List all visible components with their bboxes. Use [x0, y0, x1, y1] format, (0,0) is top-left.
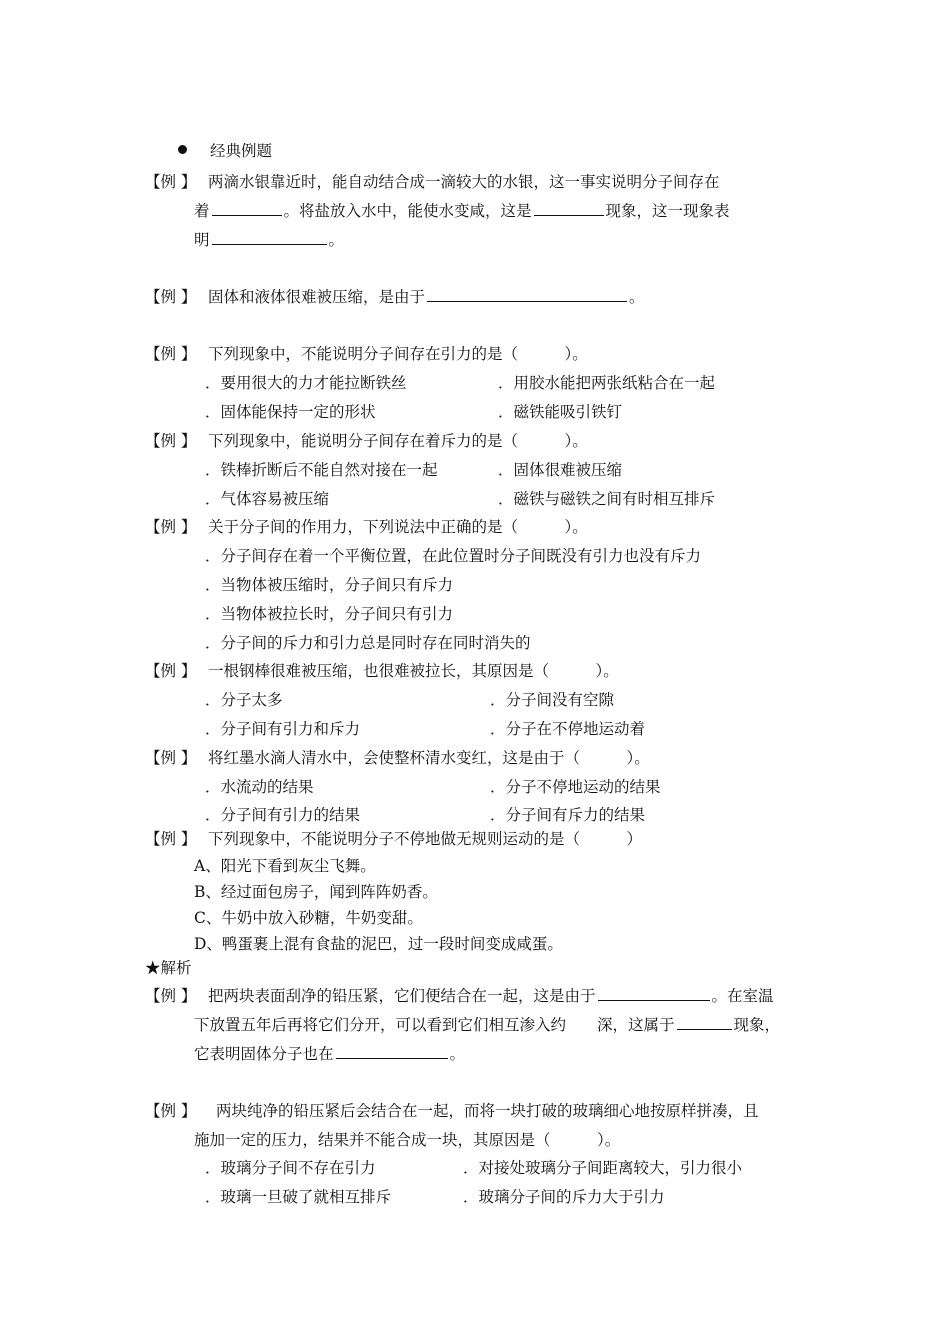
q1-line1: 两滴水银靠近时，能自动结合成一滴较大的水银，这一事实说明分子间存在 — [208, 173, 720, 191]
example-tag: 【例 】 — [145, 1102, 197, 1120]
q6-option-c[interactable]: ．分子间有引力和斥力 — [205, 720, 361, 738]
example-tag: 【例 】 — [145, 987, 197, 1005]
q7-option-b[interactable]: ．分子不停地运动的结果 — [490, 778, 661, 796]
answer-blank[interactable] — [677, 1014, 732, 1030]
q4-option-b[interactable]: ．固体很难被压缩 — [498, 461, 623, 479]
section-heading: 经典例题 — [210, 142, 273, 160]
q8-option-b[interactable]: B、经过面包房子，闻到阵阵奶香。 — [194, 883, 438, 901]
answer-blank[interactable] — [336, 1043, 448, 1059]
analysis-heading: ★解析 — [145, 959, 192, 977]
example-tag: 【例 】 — [145, 345, 197, 363]
q6-option-d[interactable]: ．分子在不停地运动着 — [490, 720, 646, 738]
q8-option-c[interactable]: C、牛奶中放入砂糖，牛奶变甜。 — [194, 909, 423, 927]
answer-blank[interactable] — [427, 286, 627, 302]
q6-option-b[interactable]: ．分子间没有空隙 — [490, 691, 615, 709]
q7-option-c[interactable]: ．分子间有引力的结果 — [205, 806, 361, 824]
q4-option-c[interactable]: ．气体容易被压缩 — [205, 490, 330, 508]
q1-line3: 明 。 — [194, 231, 345, 249]
answer-blank[interactable] — [598, 985, 710, 1001]
example-tag: 【例 】 — [145, 173, 197, 191]
q8-stem: 下列现象中，不能说明分子不停地做无规则运动的是（ ） — [208, 830, 643, 848]
q7-stem: 将红墨水滴人清水中，会使整杯清水变红，这是由于（ ）。 — [208, 749, 650, 767]
q5-stem: 关于分子间的作用力，下列说法中正确的是（ ）。 — [208, 518, 588, 536]
q5-option-c[interactable]: ．当物体被拉长时，分子间只有引力 — [205, 605, 454, 623]
q4-option-a[interactable]: ．铁棒折断后不能自然对接在一起 — [205, 461, 438, 479]
example-tag: 【例 】 — [145, 432, 197, 450]
q10-line1: 两块纯净的铅压紧后会结合在一起，而将一块打破的玻璃细心地按原样拼凑，且 — [216, 1102, 759, 1120]
q8-option-d[interactable]: D、鸭蛋裹上混有食盐的泥巴，过一段时间变成咸蛋。 — [194, 935, 563, 953]
q3-option-b[interactable]: ．用胶水能把两张纸粘合在一起 — [498, 374, 716, 392]
q3-stem: 下列现象中，不能说明分子间存在引力的是（ ）。 — [208, 345, 588, 363]
q5-option-a[interactable]: ．分子间存在着一个平衡位置，在此位置时分子间既没有引力也没有斥力 — [205, 547, 702, 565]
q8-option-a[interactable]: A、阳光下看到灰尘飞舞。 — [194, 857, 376, 875]
q3-option-d[interactable]: ．磁铁能吸引铁钉 — [498, 403, 623, 421]
q9-line2: 下放置五年后再将它们分开，可以看到它们相互渗入约 深，这属于 现象， — [194, 1016, 781, 1034]
q3-option-a[interactable]: ．要用很大的力才能拉断铁丝 — [205, 374, 407, 392]
q10-option-d[interactable]: ．玻璃分子间的斥力大于引力 — [463, 1188, 665, 1206]
example-tag: 【例 】 — [145, 518, 197, 536]
q9-line1: 把两块表面刮净的铅压紧，它们便结合在一起，这是由于 。在室温 — [208, 987, 774, 1005]
q10-option-a[interactable]: ．玻璃分子间不存在引力 — [205, 1159, 376, 1177]
q7-option-d[interactable]: ．分子间有斥力的结果 — [490, 806, 646, 824]
q4-option-d[interactable]: ．磁铁与磁铁之间有时相互排斥 — [498, 490, 716, 508]
q10-line2: 施加一定的压力，结果并不能合成一块，其原因是（ ）。 — [194, 1131, 621, 1149]
example-tag: 【例 】 — [145, 662, 197, 680]
example-tag: 【例 】 — [145, 288, 197, 306]
q4-stem: 下列现象中，能说明分子间存在着斥力的是（ ）。 — [208, 432, 588, 450]
answer-blank[interactable] — [534, 200, 604, 216]
q3-option-c[interactable]: ．固体能保持一定的形状 — [205, 403, 376, 421]
example-tag: 【例 】 — [145, 749, 197, 767]
example-tag: 【例 】 — [145, 830, 197, 848]
q2-line: 固体和液体很难被压缩，是由于 。 — [208, 288, 645, 306]
q5-option-d[interactable]: ．分子间的斥力和引力总是同时存在同时消失的 — [205, 634, 531, 652]
q5-option-b[interactable]: ．当物体被压缩时，分子间只有斥力 — [205, 576, 454, 594]
q10-option-b[interactable]: ．对接处玻璃分子间距离较大，引力很小 — [463, 1159, 743, 1177]
q6-stem: 一根钢棒很难被压缩，也很难被拉长，其原因是（ ）。 — [208, 662, 619, 680]
answer-blank[interactable] — [212, 200, 282, 216]
bullet-icon — [178, 145, 187, 154]
q10-option-c[interactable]: ．玻璃一旦破了就相互排斥 — [205, 1188, 392, 1206]
q7-option-a[interactable]: ．水流动的结果 — [205, 778, 314, 796]
q6-option-a[interactable]: ．分子太多 — [205, 691, 283, 709]
q9-line3: 它表明固体分子也在 。 — [194, 1045, 466, 1063]
q1-line2: 着 。将盐放入水中，能使水变咸，这是 现象，这一现象表 — [194, 202, 730, 220]
answer-blank[interactable] — [212, 229, 327, 245]
